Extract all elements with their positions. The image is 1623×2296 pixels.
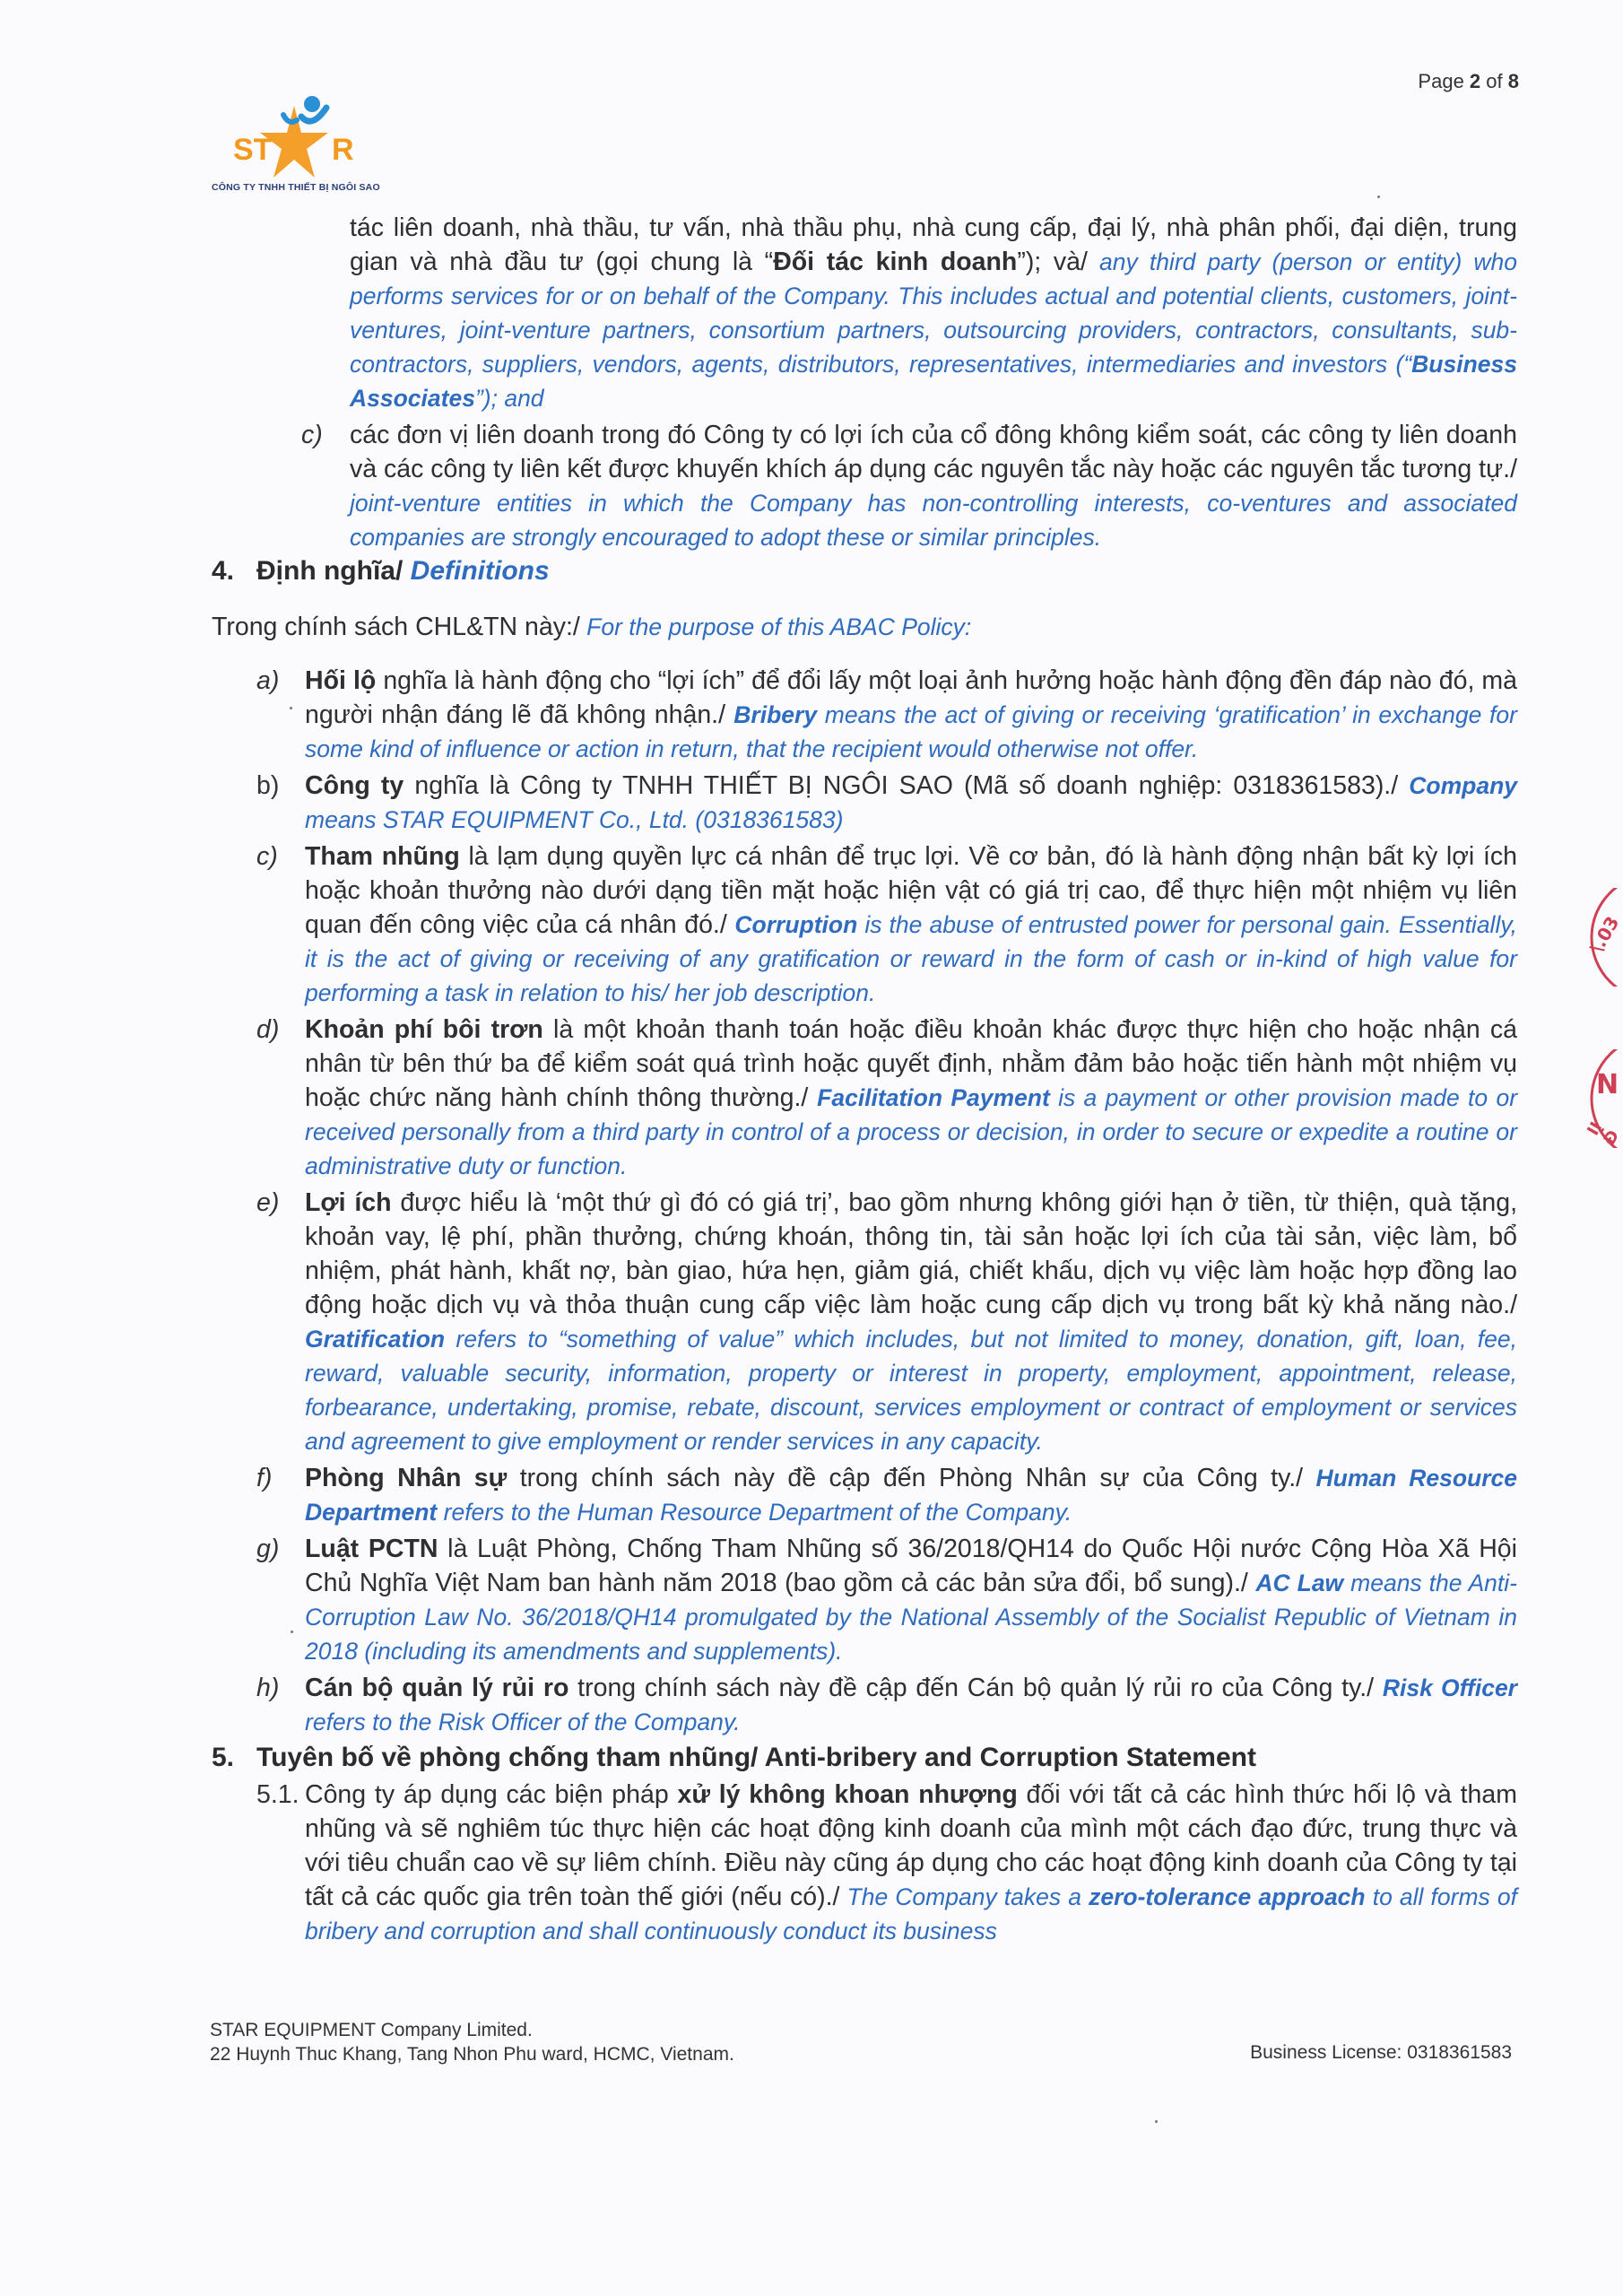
list-marker: b) — [256, 771, 280, 800]
definition-term-vi: Khoản phí bôi trơn — [305, 1015, 543, 1044]
list-marker: a) — [256, 666, 280, 695]
footer-company: STAR EQUIPMENT Company Limited. — [210, 2020, 533, 2040]
definition-term-vi: Phòng Nhân sự — [305, 1464, 508, 1492]
list-marker: h) — [256, 1674, 280, 1702]
definition-item: e) Lợi ích được hiểu là ‘một thứ gì đó có giá trị’, bao gồm nhưng không giới hạn ở tiền, từ thiện, quà tặng, khoản vay, lệ phí, phần thưởng, chứng khoán, thông tin, tài sản hoặc lợi ích của tài sản, việc làm, bổ nhiệm, phát hành, khất nợ, bàn giao, hứa hẹn, giảm giá, chiết khấu, dịch vụ việc làm hoặc hợp đồng lao động hoặc dịch vụ và thỏa thuận cung cấp việc làm hoặc cung cấp dịch vụ trong bất kỳ khả năng nào./ Gratification refers to “something of value” which includes, but not limited to money, donation, gift, loan, fee, reward, valuable security, information, property or interest in property, employment, appointment, release, forbearance, undertaking, promise, rebate, discount, services employment or contract of employment or services and agreement to give employment or render services in any capacity. — [256, 1186, 1517, 1458]
page-current: 2 — [1469, 70, 1481, 92]
company-logo — [212, 90, 391, 197]
section-4-heading: 4. Định nghĩa/ Definitions — [212, 556, 550, 586]
list-marker: f) — [256, 1464, 273, 1492]
definition-term-en: Risk Officer — [1382, 1674, 1517, 1701]
speck — [1377, 196, 1380, 198]
page-number: Page 2 of 8 — [1418, 70, 1519, 92]
definition-item: a) Hối lộ nghĩa là hành động cho “lợi ích” để đổi lấy một loại ảnh hưởng hoặc hành động đền đáp nào đó, mà người nhận đáng lẽ đã không nhận./ Bribery means the act of giving or receiving ‘gratification’ in exchange for some kind of influence or action in return, that the recipient would otherwise not offer. — [256, 664, 1517, 766]
definition-term-en: Bribery — [733, 701, 818, 728]
footer-street: 22 Huynh Thuc Khang, Tang Nhon Phu ward, HCMC, Vietnam. — [210, 2044, 734, 2065]
definition-item: d) Khoản phí bôi trơn là một khoản thanh toán hoặc điều khoản khác được thực hiện cho hoặc nhận cá nhân từ bên thứ ba để kiểm soát quá trình hoặc quyết định, nhằm đảm bảo hoặc tiến hành một nhiệm vụ hoặc chức năng hành chính thông thường./ Facilitation Payment is a payment or other provision made to or received personally from a third party in control of a process or decision, in order to secure or expedite a routine or administrative duty or function. — [256, 1013, 1517, 1183]
definition-term-vi: Tham nhũng — [305, 842, 460, 871]
definition-item: f) Phòng Nhân sự trong chính sách này đề cập đến Phòng Nhân sự của Công ty./ Human Resource Department refers to the Human Resource Department of the Company. — [256, 1461, 1517, 1529]
list-marker: c) — [256, 842, 278, 871]
definitions-list — [212, 664, 1517, 1739]
definition-term-en: Corruption — [734, 911, 858, 938]
definition-term-vi: Lợi ích — [305, 1188, 392, 1217]
definition-term-en: AC Law — [1255, 1570, 1344, 1596]
scope-item-c: c) các đơn vị liên doanh trong đó Công ty có lợi ích của cổ đông không kiểm soát, các công ty liên doanh và các công ty liên kết được khuyến khích áp dụng các nguyên tắc này hoặc các nguyên tắc tương tự./ joint-venture entities in which the Company has non-controlling interests, co-ventures and associated companies are strongly encouraged to adopt these or similar principles. — [301, 418, 1517, 554]
logo-figure-head-icon — [304, 96, 320, 112]
list-marker: g) — [256, 1535, 280, 1563]
footer-address — [210, 2018, 734, 2066]
speck — [291, 1631, 293, 1633]
logo-letters-right: R — [332, 133, 354, 167]
definition-item: h) Cán bộ quản lý rủi ro trong chính sách này đề cập đến Cán bộ quản lý rủi ro của Công ty./ Risk Officer refers to the Risk Officer of the Company. — [256, 1671, 1517, 1739]
definition-item: g) Luật PCTN là Luật Phòng, Chống Tham Nhũng số 36/2018/QH14 do Quốc Hội nước Cộng Hòa Xã Hội Chủ Nghĩa Việt Nam ban hành năm 2018 (bao gồm cả các bản sửa đổi, bổ sung)./ AC Law means the Anti-Corruption Law No. 36/2018/QH14 promulgated by the National Assembly of the Socialist Republic of Vietnam in 2018 (including its amendments and supplements). — [256, 1532, 1517, 1668]
scope-item-b-continuation: tác liên doanh, nhà thầu, tư vấn, nhà thầu phụ, nhà cung cấp, đại lý, nhà phân phối, đại diện, trung gian và nhà đầu tư (gọi chung là “Đối tác kinh doanh”); và/ any third party (person or entity) who performs services for or on behalf of the Company. This includes actual and potential clients, customers, joint-ventures, joint-venture partners, consortium partners, outsourcing providers, contractors, consultants, sub-contractors, suppliers, vendors, agents, distributors, representatives, intermediaries and investors (“Business Associates”); and — [350, 213, 1517, 412]
section-5-heading: 5. Tuyên bố về phòng chống tham nhũng/ Anti-bribery and Corruption Statement — [212, 1743, 1256, 1772]
speck — [1155, 2120, 1158, 2123]
definition-term-vi: Công ty — [305, 771, 404, 800]
definition-item: b) Công ty nghĩa là Công ty TNHH THIẾT BỊ NGÔI SAO (Mã số doanh nghiệp: 0318361583)./ Company means STAR EQUIPMENT Co., Ltd. (0318361583) — [256, 769, 1517, 837]
definition-item: c) Tham nhũng là lạm dụng quyền lực cá nhân để trục lợi. Về cơ bản, đó là hành động nhận bất kỳ lợi ích hoặc khoản thưởng nào dưới dạng tiền mặt hoặc hiện vật có giá trị cao, để thực hiện một nhiệm vụ liên quan đến công việc của cá nhân đó./ Corruption is the abuse of entrusted power for personal gain. Essentially, it is the act of giving or receiving of any gratification or reward in the form of cash or in-kind of high value for performing a task in relation to his/ her job description. — [256, 839, 1517, 1010]
definition-term-vi: Luật PCTN — [305, 1535, 438, 1563]
document-body — [212, 211, 1517, 1948]
page-total: 8 — [1507, 70, 1519, 92]
definition-term-en: Human Resource Department — [305, 1465, 1518, 1526]
list-marker: 5.1. — [256, 1780, 299, 1809]
section-5-1: 5.1. Công ty áp dụng các biện pháp xử lý không khoan nhượng đối với tất cả các hình thức hối lộ và tham nhũng và sẽ nghiêm túc thực hiện các hoạt động kinh doanh của mình một cách đạo đức, trung thực và với tiêu chuẩn cao về sự liêm chính. Điều này cũng áp dụng cho các hoạt động kinh doanh của Công ty tại tất cả các quốc gia trên toàn thế giới (nếu có)./ The Company takes a zero-tolerance approach to all forms of bribery and corruption and shall continuously conduct its business — [256, 1778, 1517, 1948]
list-marker: e) — [256, 1188, 280, 1217]
definition-term-vi: Cán bộ quản lý rủi ro — [305, 1674, 569, 1702]
logo-company-name: CÔNG TY TNHH THIẾT BỊ NGÔI SAO — [212, 182, 380, 193]
definition-term-vi: Hối lộ — [305, 666, 377, 695]
list-marker: d) — [256, 1015, 280, 1044]
speck — [290, 707, 292, 709]
section-4-intro: Trong chính sách CHL&TN này:/ For the purpose of this ABAC Policy: — [212, 613, 972, 641]
list-marker: c) — [301, 421, 323, 449]
definition-term-en: Company — [1409, 772, 1517, 799]
stamp-fragment-bottom: N IỊ Đ — [1569, 1049, 1623, 1148]
logo-letters-left: ST — [233, 133, 273, 167]
footer-license: Business License: 0318361583 — [1250, 2042, 1512, 2063]
definition-term-en: Facilitation Payment — [817, 1084, 1050, 1111]
definition-term-en: Gratification — [305, 1326, 446, 1352]
stamp-fragment-top: \.03 — [1569, 888, 1623, 987]
